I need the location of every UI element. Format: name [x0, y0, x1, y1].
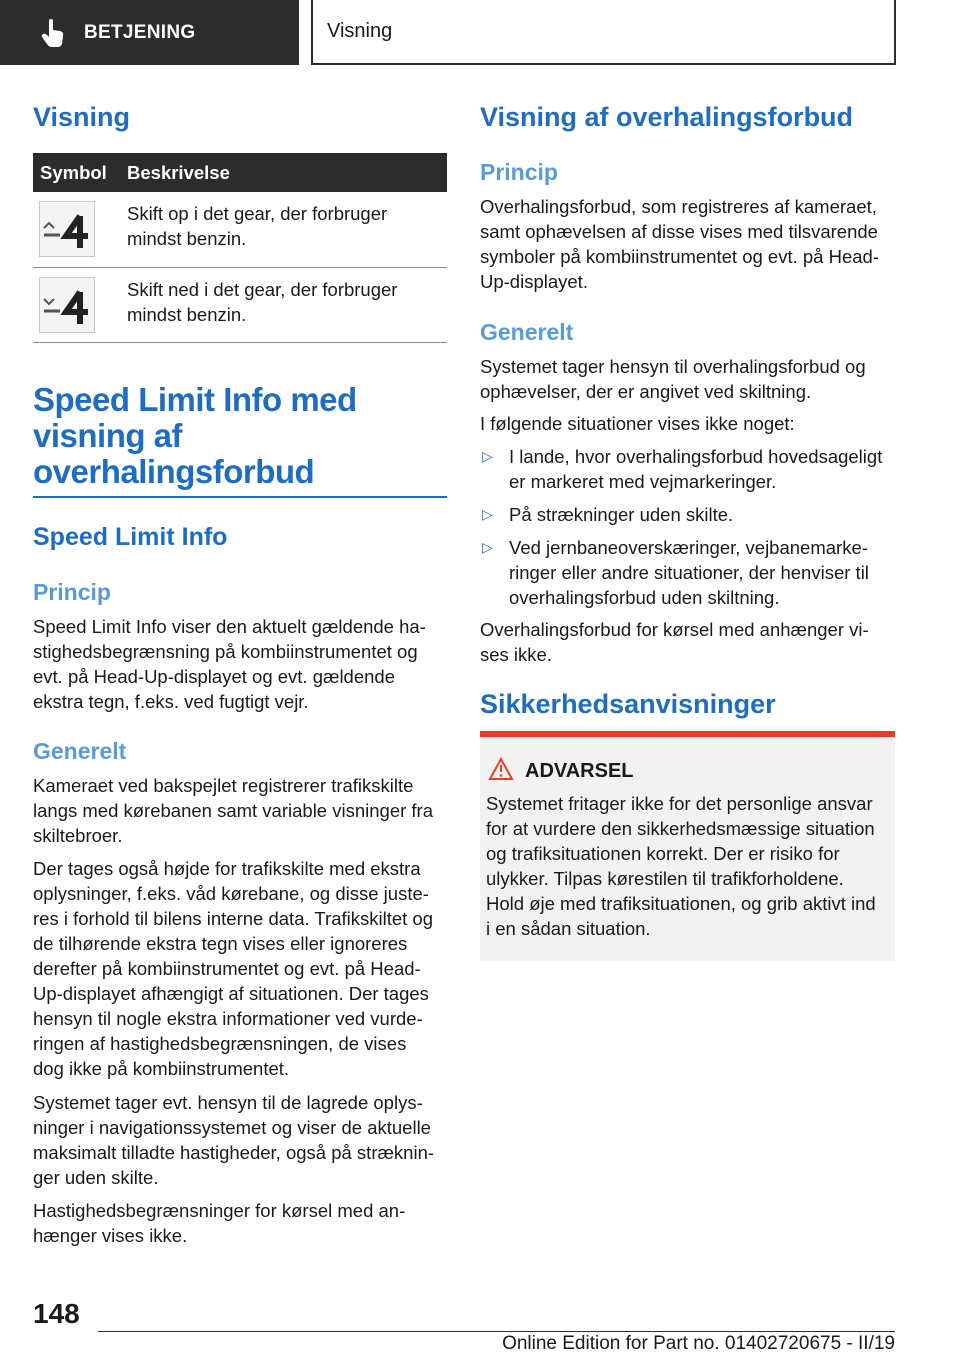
bullet-triangle-icon: ▷ [482, 506, 493, 522]
generelt-heading: Generelt [33, 738, 127, 764]
visning-heading: Visning [33, 102, 131, 132]
section-label: BETJENING [84, 21, 196, 43]
princip-text: Speed Limit Info viser den aktuelt gældende ha- stighedsbegrænsning på kombiinstrumentet og evt. på Head-Up-displayet og evt. gældende ekstra tegn, f.eks. ved fugtigt vejr. [33, 616, 426, 712]
generelt-paragraph: I følgende situationer vises ikke noget: [480, 413, 795, 434]
safety-heading: Sikkerhedsanvisninger [480, 689, 776, 719]
heading-rule [33, 496, 447, 498]
generelt-paragraph: Systemet tager evt. hensyn til de lagrede oplys- ninger i navigationssystemet og viser de aktuelle maksimalt tilladte hastigheder, også på stræknin- ger uden skilte. [33, 1092, 435, 1188]
princip-text: Overhalingsforbud, som registreres af kameraet, samt ophævelsen af disse vises med tilsvarende symboler på kombiinstrumentet og evt. på Head- Up-displayet. [480, 196, 879, 292]
generelt-paragraph: Kameraet ved bakspejlet registrerer trafikskilte langs med kørebanen samt variable visninger fra skiltebroer. [33, 775, 433, 846]
footer-rule [98, 1331, 895, 1332]
generelt-paragraph: Hastighedsbegrænsninger for kørsel med an- hænger vises ikke. [33, 1200, 406, 1246]
page-header-title: Visning [311, 0, 896, 65]
table-row [33, 192, 447, 268]
speed-limit-info-heading: Speed Limit Info [33, 523, 228, 551]
generelt-paragraph: Overhalingsforbud for kørsel med anhænger vi- ses ikke. [480, 619, 869, 665]
princip-heading: Princip [33, 579, 111, 605]
gear-up-icon [40, 202, 96, 258]
warning-title: ADVARSEL [525, 760, 634, 782]
princip-heading: Princip [480, 159, 558, 185]
warning-triangle-icon [488, 757, 514, 781]
table-row [33, 268, 447, 343]
list-item: Ved jernbaneoverskæringer, vejbanemarke- ringer eller andre situationer, der henviser til overhalingsforbud uden skiltning. [509, 537, 869, 608]
overtaking-heading: Visning af overhalingsforbud [480, 102, 854, 132]
table-cell-description: Skift ned i det gear, der forbruger mindst benzin. [127, 279, 398, 325]
warning-box [480, 737, 895, 961]
hand-pointer-icon [40, 18, 66, 48]
generelt-heading: Generelt [480, 319, 574, 345]
col-description: Beskrivelse [127, 161, 230, 183]
bullet-triangle-icon: ▷ [482, 539, 493, 555]
generelt-paragraph: Systemet tager hensyn til overhalingsforbud og ophævelser, der er angivet ved skiltning. [480, 356, 866, 402]
gear-up-symbol [39, 201, 95, 257]
list-item: På strækninger uden skilte. [509, 504, 734, 525]
table-header [33, 153, 447, 192]
generelt-paragraph: Der tages også højde for trafikskilte med ekstra oplysninger, f.eks. våd kørebane, og disse juste- res i forhold til bilens interne data. Trafikskiltet og de tilhørende ekstra tegn vises eller ignoreres derefter på kombiinstrumentet og evt. på Head- Up-displayet afhængigt af situationen. Der tages hensyn til nogle ekstra informationer ved vurde- ringen af hastighedsbegrænsningen, de vises dog ikke på kombiinstrumentet. [33, 858, 433, 1079]
section-tab [0, 0, 299, 65]
col-symbol: Symbol [40, 161, 107, 183]
table-cell-description: Skift op i det gear, der forbruger mindst benzin. [127, 203, 388, 249]
gear-down-symbol [39, 277, 95, 333]
warning-text: Systemet fritager ikke for det personlige ansvar for at vurdere den sikkerhedsmæssige situation og trafiksituationen korrekt. Der er risiko for ulykker. Tilpas kørestilen til trafikforholdene. Hold øje med trafiksituationen, og grib aktivt ind i en sådan situation. [486, 793, 876, 939]
bullet-triangle-icon: ▷ [482, 448, 493, 464]
gear-down-icon [40, 278, 96, 334]
list-item: I lande, hvor overhalingsforbud hovedsageligt er markeret med vejmarkeringer. [509, 446, 883, 492]
footer-edition: Online Edition for Part no. 01402720675 - II/19 [502, 1333, 895, 1354]
page-number: 148 [33, 1298, 80, 1329]
main-heading: Speed Limit Info med visning af overhalingsforbud [33, 381, 357, 490]
